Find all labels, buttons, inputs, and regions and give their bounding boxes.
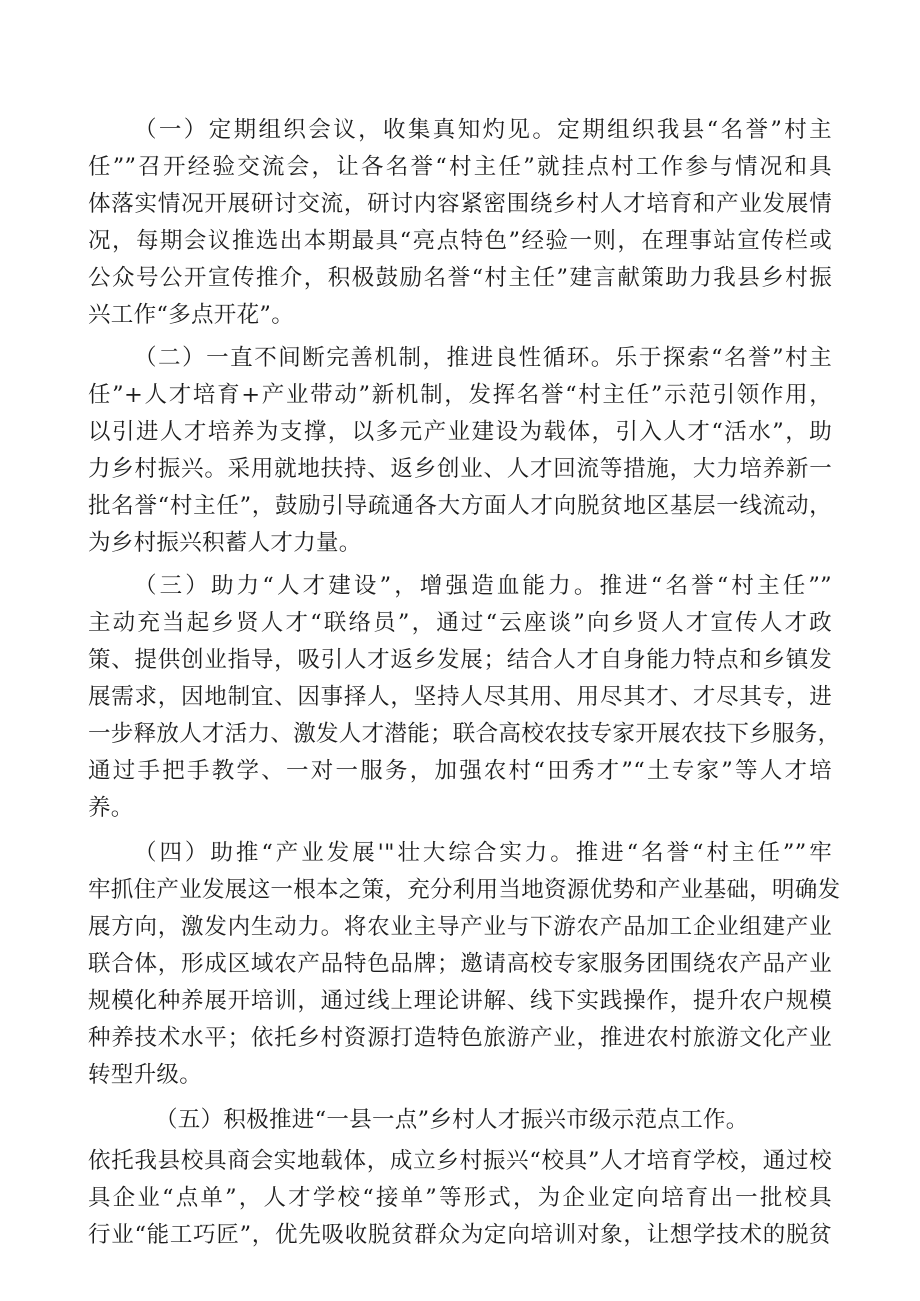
paragraph-1-line-4: 况，每期会议推选出本期最具“亮点特色”经验一则，在理事站宣传栏或 (88, 228, 832, 254)
paragraph-4-line-6: 种养技术水平；依托乡村资源打造特色旅游产业，推进农村旅游文化产业 (88, 1025, 832, 1051)
paragraph-2-line-5: 批名誉“村主任”，鼓励引导疏通各大方面人才向脱贫地区基层一线流动， (88, 493, 832, 519)
paragraph-1-line-6: 兴工作“多点开花”。 (88, 302, 295, 328)
paragraph-3-line-7: 养。 (88, 795, 134, 821)
paragraph-4-line-4: 联合体，形成区域农产品特色品牌；邀请高校专家服务团围绕农产品产业 (88, 951, 832, 977)
paragraph-1-line-3: 体落实情况开展研讨交流，研讨内容紧密围绕乡村人才培育和产业发展情 (88, 191, 832, 217)
paragraph-4-line-2: 牢抓住产业发展这一根本之策，充分利用当地资源优势和产业基础，明确发 (88, 877, 841, 903)
paragraph-2-line-2: 任”+人才培育+产业带动”新机制，发挥名誉“村主任”示范引领作用， (88, 382, 832, 408)
paragraph-2-line-3: 以引进人才培养为支撑，以多元产业建设为载体，引入人才“活水”，助 (88, 419, 832, 445)
paragraph-2-line-1: （二）一直不间断完善机制，推进良性循环。乐于探索“名誉”村主 (134, 345, 832, 371)
paragraph-3-line-5: 一步释放人才活力、激发人才潜能；联合高校农技专家开展农技下乡服务， (88, 721, 841, 747)
paragraph-3-line-2: 主动充当起乡贤人才“联络员”，通过“云座谈”向乡贤人才宣传人才政 (88, 610, 832, 636)
paragraph-5-heading: （五）积极推进“一县一点”乡村人才振兴市级示范点工作。 (155, 1107, 749, 1133)
paragraph-4-line-5: 规模化种养展开培训，通过线上理论讲解、线下实践操作，提升农户规模 (88, 988, 832, 1014)
paragraph-3-line-1: （三）助力“人才建设”，增强造血能力。推进“名誉“村主任”” (134, 573, 832, 599)
paragraph-5-line-3: 具企业“点单”，人才学校“接单”等形式，为企业定向培育出一批校具 (88, 1185, 832, 1211)
paragraph-2-line-6: 为乡村振兴积蓄人才力量。 (88, 530, 362, 556)
paragraph-4-line-7: 转型升级。 (88, 1062, 203, 1088)
paragraph-3-line-3: 策、提供创业指导，吸引人才返乡发展；结合人才自身能力特点和乡镇发 (88, 647, 832, 673)
paragraph-1-line-2: 任””召开经验交流会，让各名誉“村主任”就挂点村工作参与情况和具 (88, 154, 832, 180)
paragraph-1-line-5: 公众号公开宣传推介，积极鼓励名誉“村主任”建言献策助力我县乡村振 (88, 265, 832, 291)
paragraph-5-line-4: 行业“能工巧匠”，优先吸收脱贫群众为定向培训对象，让想学技术的脱贫 (88, 1222, 832, 1248)
paragraph-3-line-4: 展需求，因地制宜、因事择人，坚持人尽其用、用尽其才、才尽其专，进 (88, 684, 832, 710)
paragraph-2-line-4: 力乡村振兴。采用就地扶持、返乡创业、人才回流等措施，大力培养新一 (88, 456, 832, 482)
paragraph-4-line-3: 展方向，激发内生动力。将农业主导产业与下游农产品加工企业组建产业 (88, 914, 832, 940)
paragraph-3-line-6: 通过手把手教学、一对一服务，加强农村“田秀才”“土专家”等人才培 (88, 758, 832, 784)
paragraph-1-line-1: （一）定期组织会议，收集真知灼见。定期组织我县“名誉”村主 (134, 117, 832, 143)
paragraph-4-line-1: （四）助推“产业发展'"壮大综合实力。推进“名誉“村主任””牢 (134, 840, 832, 866)
paragraph-5-line-2: 依托我县校具商会实地载体，成立乡村振兴“校具”人才培育学校，通过校 (88, 1148, 832, 1174)
